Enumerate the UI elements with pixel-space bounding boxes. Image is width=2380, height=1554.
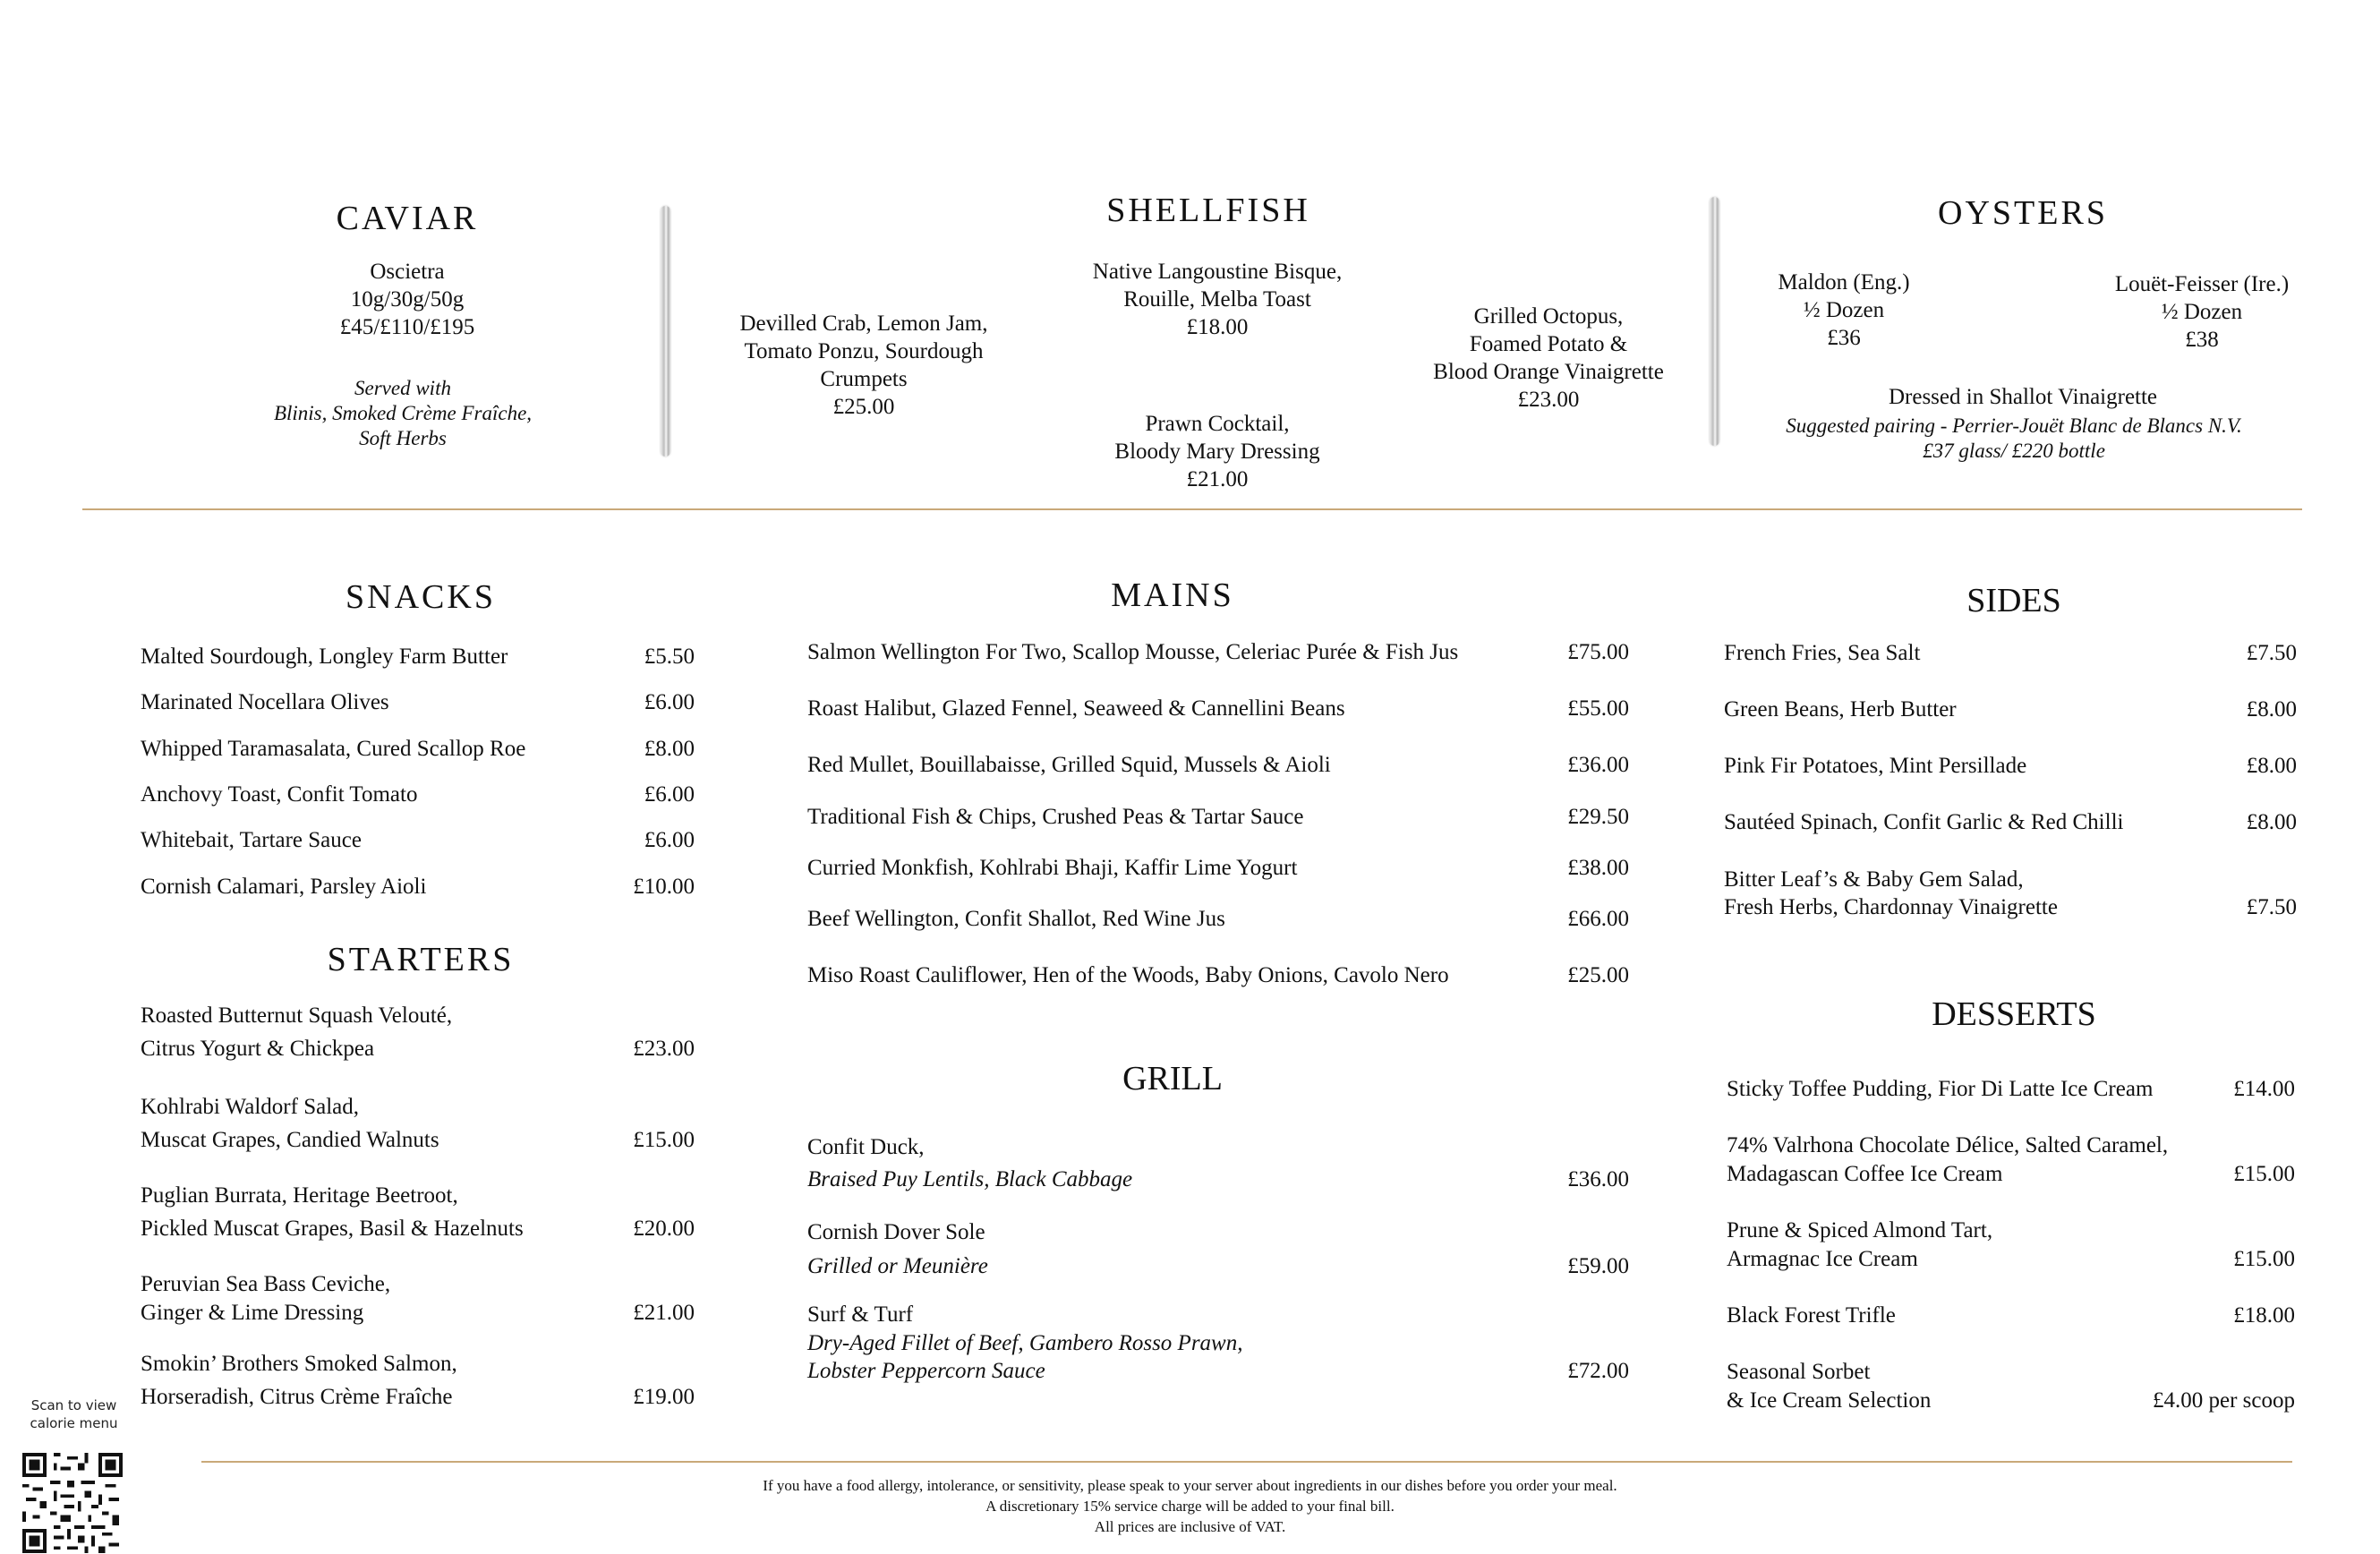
louet-qty: ½ Dozen [2161, 300, 2243, 324]
menu-item-line: 74% Valrhona Chocolate Délice, Salted Caramel, [1727, 1133, 2169, 1157]
maldon-price: £36 [1827, 326, 1861, 350]
menu-item-name: Sticky Toffee Pudding, Fior Di Latte Ice Cream [1727, 1077, 2154, 1101]
snacks-heading: SNACKS [345, 578, 496, 616]
menu-item-price: £75.00 [1567, 640, 1629, 664]
menu-item-line: Citrus Yogurt & Chickpea [141, 1037, 375, 1061]
octopus-line3: Blood Orange Vinaigrette [1433, 360, 1664, 384]
menu-item-price: £38.00 [1567, 856, 1629, 880]
crab-line2: Tomato Ponzu, Sourdough [744, 339, 984, 363]
menu-item-price: £8.00 [2246, 754, 2297, 778]
menu-item-line: Bitter Leaf’s & Baby Gem Salad, [1724, 867, 2024, 892]
prawn-line1: Prawn Cocktail, [1145, 412, 1290, 436]
footer-divider-rule [201, 1461, 2292, 1463]
served-intro: Served with [354, 377, 451, 399]
menu-item-line: Prune & Spiced Almond Tart, [1727, 1218, 1993, 1242]
served-line2: Soft Herbs [359, 427, 447, 449]
menu-item-name: Beef Wellington, Confit Shallot, Red Wine Jus [807, 907, 1225, 931]
oysters-pairing [1701, 414, 2327, 464]
menu-item-price: £29.50 [1567, 805, 1629, 829]
menu-item-price: £15.00 [2233, 1162, 2295, 1186]
crab-line1: Devilled Crab, Lemon Jam, [739, 312, 988, 336]
menu-item-price: £7.50 [2246, 895, 2297, 919]
menu-item-price: £10.00 [633, 875, 695, 899]
maldon-qty: ½ Dozen [1803, 298, 1885, 322]
menu-item-line: Fresh Herbs, Chardonnay Vinaigrette [1724, 895, 2058, 919]
menu-item-price: £66.00 [1567, 907, 1629, 931]
menu-item-price: £5.50 [644, 645, 695, 669]
oysters-heading: OYSTERS [1938, 194, 2108, 232]
menu-item-price: £15.00 [2233, 1247, 2295, 1271]
menu-item-line: Dry-Aged Fillet of Beef, Gambero Rosso Prawn, [807, 1331, 1243, 1355]
caviar-prices: £45/£110/£195 [339, 315, 475, 339]
oysters-dressing: Dressed in Shallot Vinaigrette [1888, 385, 2158, 409]
menu-item-price: £25.00 [1567, 963, 1629, 987]
menu-item-name: Miso Roast Cauliflower, Hen of the Woods, Baby Onions, Cavolo Nero [807, 963, 1449, 987]
divider-bar-left [661, 206, 670, 457]
menu-item-price: £6.00 [644, 828, 695, 852]
footer-service-charge: A discretionary 15% service charge will be added to your final bill. [985, 1498, 1395, 1515]
menu-item-name: Whitebait, Tartare Sauce [141, 828, 362, 852]
prawn-price: £21.00 [1186, 467, 1249, 491]
served-line1: Blinis, Smoked Crème Fraîche, [273, 402, 533, 424]
menu-item-price: £72.00 [1567, 1359, 1629, 1383]
menu-item-name: Red Mullet, Bouillabaisse, Grilled Squid, Mussels & Aioli [807, 753, 1331, 777]
menu-item-price: £14.00 [2233, 1077, 2295, 1101]
bisque-line1: Native Langoustine Bisque, [1092, 260, 1343, 284]
qr-caption [18, 1396, 130, 1432]
menu-item-line: Smokin’ Brothers Smoked Salmon, [141, 1352, 457, 1376]
starters-heading: STARTERS [327, 941, 515, 978]
oyster-louet [2077, 270, 2327, 354]
menu-item-line: Roasted Butternut Squash Velouté, [141, 1003, 453, 1028]
menu-item-name: Anchovy Toast, Confit Tomato [141, 782, 418, 807]
menu-item-price: £55.00 [1567, 696, 1629, 721]
menu-item-line: Puglian Burrata, Heritage Beetroot, [141, 1183, 458, 1208]
menu-item-line: Cornish Dover Sole [807, 1220, 985, 1244]
desserts-heading: DESSERTS [1932, 995, 2096, 1033]
oyster-maldon [1736, 269, 1951, 352]
menu-item-name: Malted Sourdough, Longley Farm Butter [141, 645, 508, 669]
menu-item-line: Braised Puy Lentils, Black Cabbage [807, 1167, 1133, 1191]
menu-item-name: Pink Fir Potatoes, Mint Persillade [1724, 754, 2027, 778]
octopus-price: £23.00 [1517, 388, 1580, 412]
footer-vat-note: All prices are inclusive of VAT. [1094, 1518, 1286, 1535]
pairing-text: Suggested pairing - Perrier-Jouët Blanc de Blancs N.V. [1786, 414, 2242, 437]
maldon-name: Maldon (Eng.) [1778, 270, 1910, 295]
grill-heading: GRILL [1122, 1060, 1223, 1097]
menu-item-name: Whipped Taramasalata, Cured Scallop Roe [141, 737, 526, 761]
menu-item-price: £36.00 [1567, 753, 1629, 777]
menu-item-name: Curried Monkfish, Kohlrabi Bhaji, Kaffir Lime Yogurt [807, 856, 1298, 880]
menu-item-line: Kohlrabi Waldorf Salad, [141, 1095, 359, 1119]
menu-item-line: Seasonal Sorbet [1727, 1360, 1871, 1384]
menu-item-price: £4.00 per scoop [2153, 1388, 2295, 1413]
bisque-price: £18.00 [1186, 315, 1249, 339]
top-divider-rule [82, 508, 2302, 510]
menu-item-name: Traditional Fish & Chips, Crushed Peas & Tartar Sauce [807, 805, 1304, 829]
menu-item-name: Roast Halibut, Glazed Fennel, Seaweed & Cannellini Beans [807, 696, 1345, 721]
divider-bar-right [1710, 197, 1719, 446]
menu-item-line: Grilled or Meunière [807, 1254, 988, 1278]
menu-item-line: Peruvian Sea Bass Ceviche, [141, 1272, 391, 1296]
bisque-line2: Rouille, Melba Toast [1123, 287, 1311, 312]
crab-price: £25.00 [832, 395, 895, 419]
menu-item-line: Muscat Grapes, Candied Walnuts [141, 1128, 439, 1152]
caviar-sizes: 10g/30g/50g [350, 287, 465, 312]
menu-item-name: French Fries, Sea Salt [1724, 641, 1921, 665]
menu-item-name: Sautéed Spinach, Confit Garlic & Red Chilli [1724, 810, 2124, 834]
caviar-name: Oscietra [370, 260, 445, 284]
caviar-item [260, 258, 555, 341]
menu-item-name: Green Beans, Herb Butter [1724, 697, 1957, 722]
menu-item-price: £23.00 [633, 1037, 695, 1061]
menu-item-name: Black Forest Trifle [1727, 1303, 1896, 1328]
menu-item-price: £6.00 [644, 690, 695, 714]
menu-item-price: £36.00 [1567, 1167, 1629, 1191]
menu-item-line: Lobster Peppercorn Sauce [807, 1359, 1045, 1383]
menu-item-name: Cornish Calamari, Parsley Aioli [141, 875, 427, 899]
menu-item-price: £19.00 [633, 1385, 695, 1409]
louet-price: £38 [2185, 328, 2219, 352]
pairing-price: £37 glass/ £220 bottle [1923, 440, 2105, 462]
menu-item-line: & Ice Cream Selection [1727, 1388, 1932, 1413]
shellfish-heading: SHELLFISH [1106, 192, 1310, 229]
menu-item-line: Horseradish, Citrus Crème Fraîche [141, 1385, 453, 1409]
footer-allergy-note: If you have a food allergy, intolerance, or sensitivity, please speak to your server about ingredients in our dishes before you order your meal. [763, 1477, 1617, 1494]
menu-item-name: Marinated Nocellara Olives [141, 690, 389, 714]
octopus-line2: Foamed Potato & [1469, 332, 1628, 356]
shellfish-crab [707, 310, 1020, 421]
menu-item-price: £21.00 [633, 1301, 695, 1325]
menu-item-line: Surf & Turf [807, 1302, 914, 1327]
sides-heading: SIDES [1966, 582, 2061, 619]
menu-item-price: £15.00 [633, 1128, 695, 1152]
menu-item-price: £8.00 [644, 737, 695, 761]
menu-item-line: Confit Duck, [807, 1135, 925, 1159]
menu-item-price: £18.00 [2233, 1303, 2295, 1328]
mains-heading: MAINS [1111, 576, 1234, 614]
prawn-line2: Bloody Mary Dressing [1114, 440, 1320, 464]
menu-item-price: £59.00 [1567, 1254, 1629, 1278]
qr-caption-line2: calorie menu [30, 1415, 118, 1431]
shellfish-bisque [1065, 258, 1369, 341]
shellfish-prawn [1065, 410, 1369, 493]
qr-caption-line1: Scan to view [30, 1397, 117, 1413]
shellfish-octopus [1396, 303, 1701, 414]
menu-item-price: £7.50 [2246, 641, 2297, 665]
caviar-served-with [233, 376, 573, 451]
menu-item-price: £8.00 [2246, 697, 2297, 722]
caviar-heading: CAVIAR [336, 200, 479, 237]
crab-line3: Crumpets [820, 367, 908, 391]
menu-item-price: £20.00 [633, 1217, 695, 1241]
menu-item-line: Ginger & Lime Dressing [141, 1301, 364, 1325]
louet-name: Louët-Feisser (Ire.) [2114, 272, 2290, 296]
menu-item-price: £6.00 [644, 782, 695, 807]
menu-item-line: Madagascan Coffee Ice Cream [1727, 1162, 2003, 1186]
menu-item-price: £8.00 [2246, 810, 2297, 834]
menu-item-name: Salmon Wellington For Two, Scallop Mousse, Celeriac Purée & Fish Jus [807, 640, 1459, 664]
menu-item-line: Pickled Muscat Grapes, Basil & Hazelnuts [141, 1217, 524, 1241]
octopus-line1: Grilled Octopus, [1473, 304, 1624, 329]
menu-item-line: Armagnac Ice Cream [1727, 1247, 1918, 1271]
